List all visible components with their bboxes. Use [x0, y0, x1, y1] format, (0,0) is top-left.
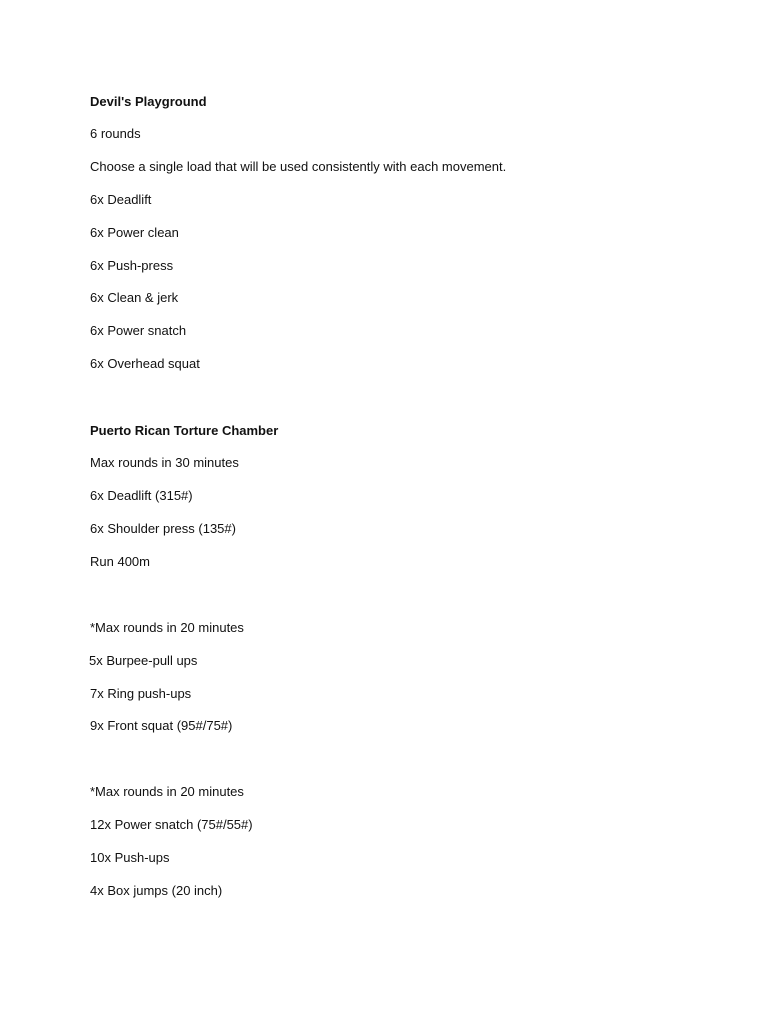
workout-line: 6x Overhead squat [90, 356, 200, 371]
workout-line: 12x Power snatch (75#/55#) [90, 817, 253, 832]
workout-line: 6x Power snatch [90, 323, 187, 338]
workout-line: 6x Clean & jerk [90, 290, 179, 305]
workout-line: 9x Front squat (95#/75#) [90, 718, 233, 733]
workout-line: *Max rounds in 20 minutes [90, 784, 244, 799]
workout-line: Max rounds in 30 minutes [90, 455, 239, 470]
workout-title-puerto-rican-torture-chamber: Puerto Rican Torture Chamber [90, 423, 279, 438]
workout-line: 10x Push-ups [90, 850, 170, 865]
workout-line: 7x Ring push-ups [90, 686, 192, 701]
workout-line: Choose a single load that will be used consistently with each movement. [90, 159, 507, 174]
workout-line: 6x Push-press [90, 258, 174, 273]
workout-line: 6 rounds [90, 126, 141, 141]
workout-line: 6x Power clean [90, 225, 179, 240]
workout-line: Run 400m [90, 554, 150, 569]
workout-line: 6x Shoulder press (135#) [90, 521, 236, 536]
workout-line: 5x Burpee-pull ups [89, 653, 198, 668]
workout-line: *Max rounds in 20 minutes [90, 620, 244, 635]
workout-line: 4x Box jumps (20 inch) [90, 883, 223, 898]
workout-line: 6x Deadlift (315#) [90, 488, 193, 503]
workout-line: 6x Deadlift [90, 192, 152, 207]
workout-title-devils-playground: Devil's Playground [90, 94, 207, 109]
